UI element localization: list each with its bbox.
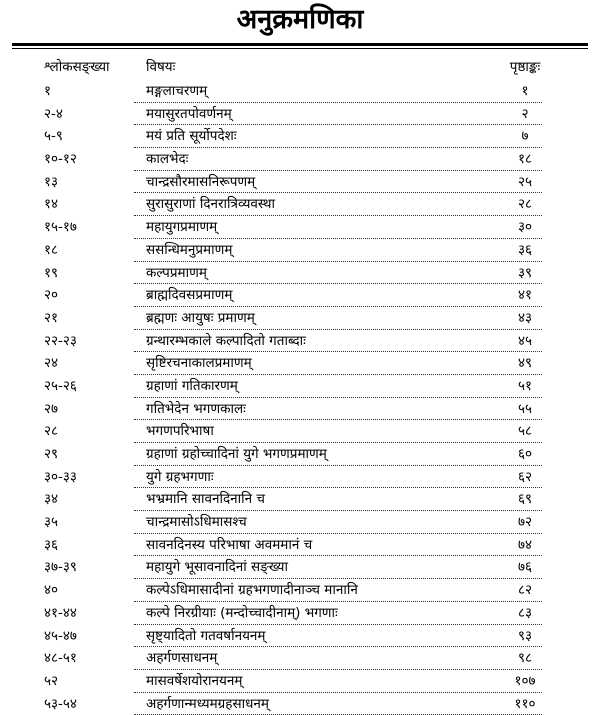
verse-number: ५-९ [44, 128, 63, 145]
subject-title: कल्पप्रमाणम् [146, 264, 207, 281]
verse-number: ५३-५४ [44, 695, 77, 712]
subject-title: ग्रन्थारम्भकाले कल्पादितो गताब्दाः [146, 332, 306, 349]
page-number: ६० [517, 446, 533, 462]
verse-number: २० [44, 287, 59, 304]
verse-number: २४ [44, 355, 59, 372]
contents-row [0, 216, 600, 239]
verse-number: १३ [44, 173, 59, 190]
contents-row [0, 647, 600, 670]
verse-number: ३६ [44, 536, 59, 553]
page-number: २५ [517, 173, 533, 190]
contents-row [0, 625, 600, 648]
subject-title: मयं प्रति सूर्योपदेशः [146, 128, 237, 145]
verse-number: १४ [44, 196, 59, 213]
subject-title: अहर्गणान्मध्यमग्रहसाधनम् [146, 695, 269, 712]
contents-row [0, 670, 600, 693]
page-number: १ [521, 83, 529, 99]
contents-row [0, 284, 600, 307]
verse-number: ४८-५१ [44, 650, 77, 667]
subject-title: युगे ग्रहभगणाः [146, 468, 214, 485]
subject-title: ब्रह्मणः आयुषः प्रमाणम् [146, 309, 255, 326]
verse-number: ४५-४७ [44, 627, 77, 644]
verse-number: २७ [44, 400, 59, 417]
subject-title: ससन्धिमनुप्रमाणम् [146, 241, 233, 258]
subject-title: मयासुरतपोवर्णनम् [146, 105, 232, 122]
subject-title: ब्राह्मदिवसप्रमाणम् [146, 287, 233, 304]
subject-title: महायुगप्रमाणम् [146, 219, 218, 236]
subject-title: सृष्ट्यादितो गतवर्षानयनम् [146, 627, 266, 644]
verse-number: ५२ [44, 672, 59, 689]
verse-number: ४१-४४ [44, 604, 77, 621]
page-number: ७६ [517, 559, 533, 576]
verse-number: १९ [44, 264, 59, 281]
page-number: २ [521, 105, 529, 122]
verse-number: २२-२३ [44, 332, 77, 349]
page-number: ४५ [517, 332, 533, 349]
page-number: ७२ [517, 514, 533, 531]
page-number: ११० [514, 695, 536, 712]
page-number: ३० [517, 219, 533, 236]
subject-title: अहर्गणसाधनम् [146, 650, 218, 667]
verse-number: २१ [44, 309, 59, 326]
contents-row [0, 443, 600, 466]
page-number: ५१ [517, 377, 533, 394]
page-number: ६९ [517, 491, 533, 508]
contents-row [0, 262, 600, 285]
subject-title: कल्पे निरग्रीयाः (मन्दोच्चादीनाम्) भगणाः [146, 604, 338, 621]
verse-number: १५-१७ [44, 219, 77, 236]
subject-title: चान्द्रसौरमासनिरूपणम् [146, 173, 256, 190]
page-title: अनुक्रमणिका [236, 4, 364, 35]
contents-row [0, 148, 600, 171]
contents-row [0, 466, 600, 489]
contents-row [0, 579, 600, 602]
subject-title: सावनदिनस्य परिभाषा अवममानं च [146, 536, 313, 553]
page-number: ५५ [517, 400, 533, 417]
subject-title: सुरासुराणां दिनरात्रिव्यवस्था [146, 196, 276, 213]
contents-row [0, 534, 600, 557]
verse-number: २-४ [44, 105, 63, 122]
contents-row [0, 80, 600, 103]
contents-row [0, 602, 600, 625]
contents-row [0, 103, 600, 126]
contents-row [0, 556, 600, 579]
verse-number: १ [44, 83, 52, 99]
contents-row [0, 307, 600, 330]
title-rule-thick [12, 43, 588, 46]
verse-number: ३५ [44, 514, 59, 531]
subject-title: महायुगे भूसावनादिनां सङ्ख्या [146, 559, 288, 576]
page-number: ८२ [517, 582, 533, 599]
subject-title: मङ्गलाचरणम् [146, 83, 208, 99]
contents-row [0, 398, 600, 421]
subject-title: चान्द्रमासोऽधिमासश्च [146, 514, 247, 531]
page-number: २८ [517, 196, 533, 213]
verse-number: १०-१२ [44, 151, 77, 168]
page-number: ९३ [517, 627, 533, 644]
subject-title: ग्रहाणां ग्रहोच्चादिनां युगे भगणप्रमाणम् [146, 446, 327, 462]
subject-title: गतिभेदेन भगणकालः [146, 400, 246, 417]
title-rule-thin [12, 48, 588, 49]
page-number: ८३ [517, 604, 533, 621]
page-number: ५८ [517, 423, 533, 440]
contents-row [0, 420, 600, 443]
verse-number: ४० [44, 582, 59, 599]
verse-number: २९ [44, 446, 59, 462]
page-number: १८ [517, 151, 533, 168]
contents-row [0, 375, 600, 398]
page-number: ४१ [517, 287, 533, 304]
page-number: ७ [521, 128, 529, 145]
contents-row [0, 125, 600, 148]
verse-number: ३४ [44, 491, 59, 508]
subject-title: कालभेदः [146, 151, 189, 168]
header-subject: विषयः [146, 59, 176, 75]
header-verse-number: श्लोकसङ्ख्या [44, 59, 110, 75]
subject-title: भभ्रमानि सावनदिनानि च [146, 491, 265, 508]
subject-title: मासवर्षेशयोरानयनम् [146, 672, 243, 689]
page-number: १०७ [514, 672, 536, 689]
contents-table [0, 55, 600, 715]
page-number: ६२ [517, 468, 533, 485]
subject-title: भगणपरिभाषा [146, 423, 214, 440]
verse-number: १८ [44, 241, 59, 258]
contents-row [0, 171, 600, 194]
page-number: ७४ [517, 536, 533, 553]
subject-title: ग्रहाणां गतिकारणम् [146, 377, 238, 394]
contents-row [0, 239, 600, 262]
page-number: ३६ [517, 241, 533, 258]
contents-row [0, 330, 600, 353]
contents-row [0, 511, 600, 534]
page-number: ४३ [517, 309, 533, 326]
verse-number: २८ [44, 423, 59, 440]
contents-row [0, 352, 600, 375]
verse-number: ३०-३३ [44, 468, 77, 485]
page-number: ३९ [517, 264, 533, 281]
contents-row [0, 488, 600, 511]
subject-title: सृष्टिरचनाकालप्रमाणम् [146, 355, 252, 372]
verse-number: ३७-३९ [44, 559, 77, 576]
contents-row [0, 693, 600, 715]
contents-rows [0, 80, 600, 715]
subject-title: कल्पेऽधिमासादीनां ग्रहभगणादीनाञ्च मानानि [146, 582, 358, 599]
page-number: ९८ [517, 650, 533, 667]
page-number: ४९ [517, 355, 533, 372]
contents-header-row [0, 55, 600, 80]
contents-row [0, 193, 600, 216]
verse-number: २५-२६ [44, 377, 77, 394]
header-page-number: पृष्ठाङ्कः [509, 59, 541, 75]
